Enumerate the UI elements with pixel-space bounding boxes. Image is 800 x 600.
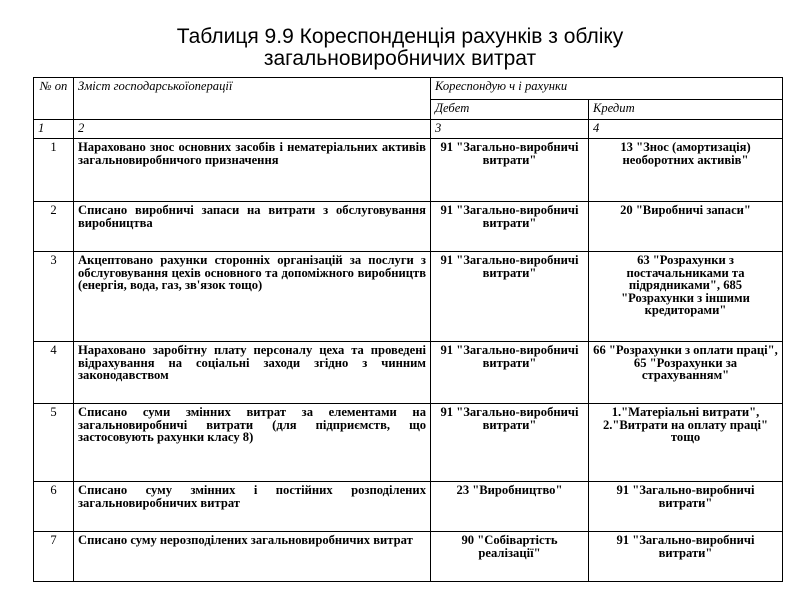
header-debit: Дебет — [431, 100, 589, 120]
row-credit: 13 "Знос (амортизація) необоротних активів" — [589, 139, 783, 202]
row-content: Нараховано знос основних засобів і нематеріальних активів загальновиробничого призначення — [74, 139, 431, 202]
row-content: Списано суми змінних витрат за елементами на загальновиробничі витрати (для підприємств, що застосовують рахунки класу 8) — [74, 404, 431, 482]
row-num: 2 — [34, 202, 74, 252]
row-credit: 63 "Розрахунки з постачальниками та підрядниками", 685 "Розрахунки з іншими кредиторами" — [589, 252, 783, 342]
table-row — [34, 482, 783, 532]
table-row — [34, 202, 783, 252]
row-content: Списано суму нерозподілених загальновиробничих витрат — [74, 532, 431, 582]
row-num: 4 — [34, 342, 74, 404]
header-accounts: Кореспондую ч і рахунки — [431, 78, 783, 100]
row-content: Акцептовано рахунки сторонніх організацій за послуги з обслуговування цехів основного та допоміжного виробництв (енергія, вода, газ, зв'язок тощо) — [74, 252, 431, 342]
table-title-line-2: загальновиробничих витрат — [263, 47, 537, 70]
row-credit: 66 "Розрахунки з оплати праці", 65 "Розрахунки за страхуванням" — [589, 342, 783, 404]
row-credit: 20 "Виробничі запаси" — [589, 202, 783, 252]
row-content: Нараховано заробітну плату персоналу цеха та проведені відрахування на соціальні заходи згідно з чинним законодавством — [74, 342, 431, 404]
index-cell-3: 3 — [431, 120, 589, 139]
index-cell-1: 1 — [34, 120, 74, 139]
row-debit: 91 "Загально-виробничі витрати" — [431, 404, 589, 482]
index-cell-2: 2 — [74, 120, 431, 139]
table-title-line-1: Таблиця 9.9 Кореспонденція рахунків з обліку — [176, 25, 624, 48]
header-credit: Кредит — [589, 100, 783, 120]
header-num: № оп — [34, 78, 74, 120]
table-row — [34, 404, 783, 482]
row-credit: 1."Матеріальні витрати", 2."Витрати на оплату праці" тощо — [589, 404, 783, 482]
row-debit: 91 "Загально-виробничі витрати" — [431, 139, 589, 202]
row-credit: 91 "Загально-виробничі витрати" — [589, 532, 783, 582]
row-debit: 91 "Загально-виробничі витрати" — [431, 342, 589, 404]
row-debit: 90 "Собівартість реалізації" — [431, 532, 589, 582]
row-debit: 91 "Загально-виробничі витрати" — [431, 202, 589, 252]
row-num: 6 — [34, 482, 74, 532]
row-num: 3 — [34, 252, 74, 342]
row-num: 7 — [34, 532, 74, 582]
table-row — [34, 342, 783, 404]
row-debit: 91 "Загально-виробничі витрати" — [431, 252, 589, 342]
row-debit: 23 "Виробництво" — [431, 482, 589, 532]
index-row — [34, 120, 783, 139]
header-content: Зміст господарськоїоперації — [74, 78, 431, 120]
table-row — [34, 252, 783, 342]
table-row — [34, 532, 783, 582]
index-cell-4: 4 — [589, 120, 783, 139]
row-credit: 91 "Загально-виробничі витрати" — [589, 482, 783, 532]
row-num: 5 — [34, 404, 74, 482]
row-content: Списано суму змінних і постійних розподілених загальновиробничих витрат — [74, 482, 431, 532]
accounts-correspondence-table — [33, 77, 783, 582]
row-num: 1 — [34, 139, 74, 202]
table-title — [0, 26, 800, 70]
table-row — [34, 139, 783, 202]
row-content: Списано виробничі запаси на витрати з обслуговування виробництва — [74, 202, 431, 252]
